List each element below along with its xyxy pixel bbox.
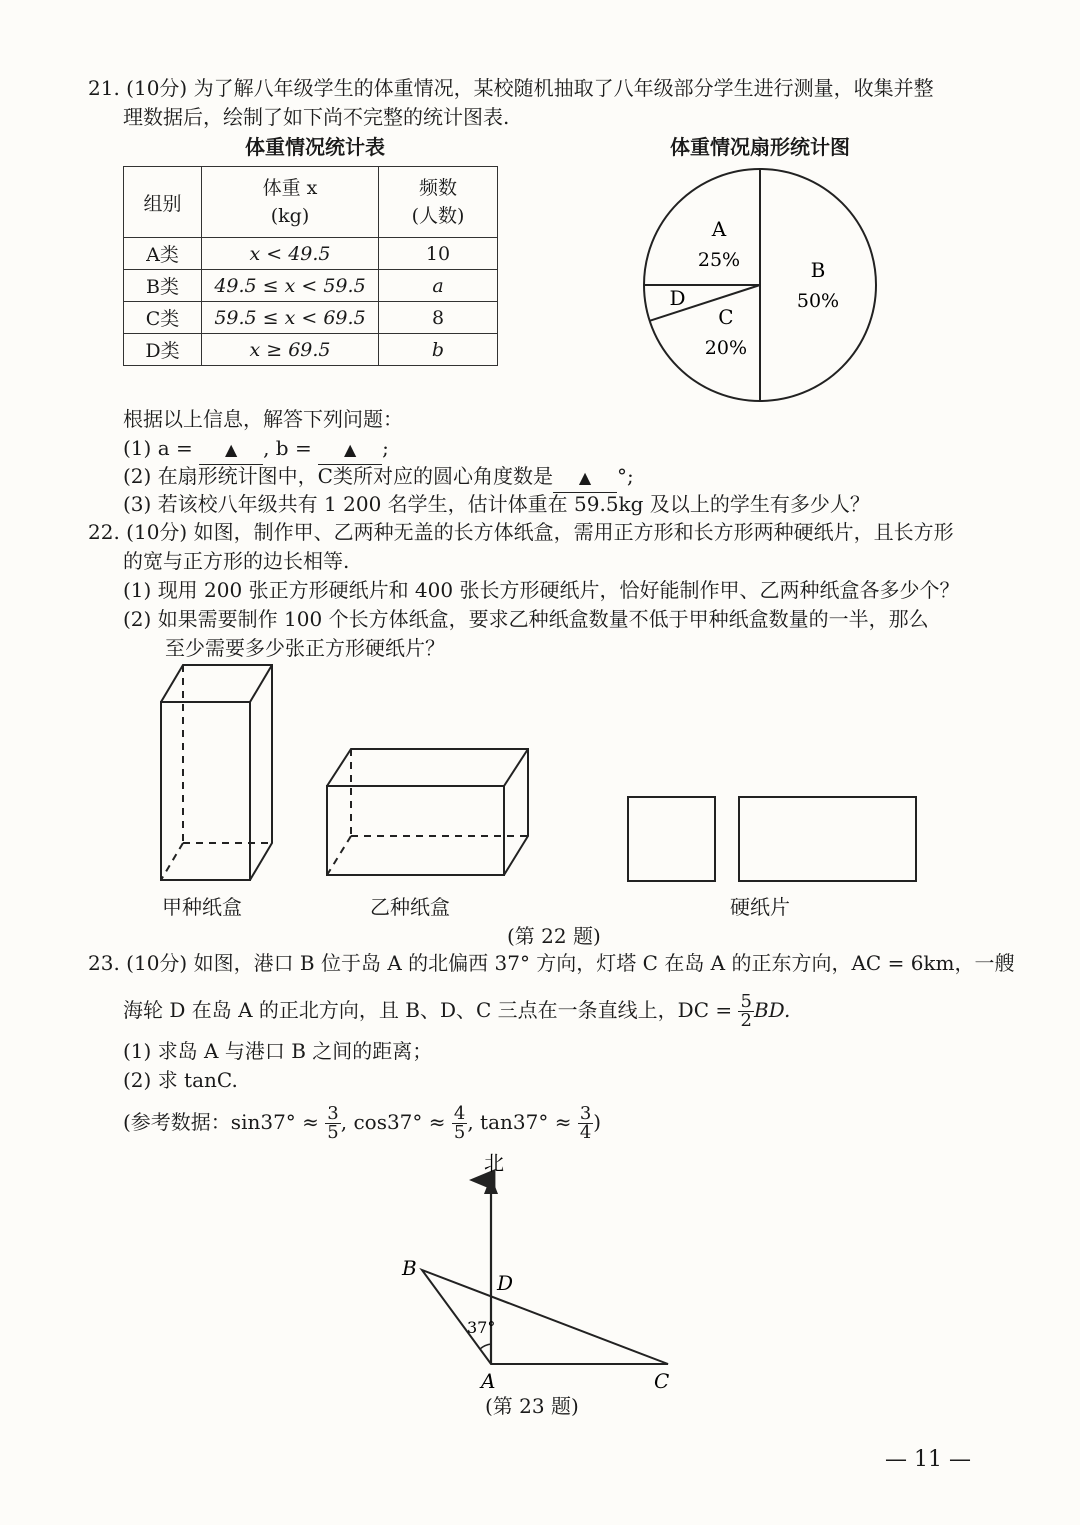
header-weight-label: 体重 x: [262, 177, 318, 199]
header-group: 组别: [124, 167, 202, 238]
q21-part2: [123, 462, 634, 493]
pie-label-d: D: [669, 286, 686, 311]
point-b-label: B: [402, 1256, 417, 1280]
box-a-label: 甲种纸盒: [162, 895, 242, 919]
north-arrow-icon: [484, 1176, 498, 1194]
table-title: 体重情况统计表: [245, 135, 385, 159]
angle-label: 37°: [467, 1318, 496, 1337]
row-group: C类: [124, 302, 202, 334]
ref-sin-frac: [325, 1105, 340, 1142]
box-b-drawing: [327, 749, 528, 875]
pie-slice-boundary-d: [650, 285, 760, 321]
chart-title: 体重情况扇形统计图: [670, 135, 850, 159]
row-group: A类: [124, 238, 202, 270]
answer-blank-b: ▲: [318, 436, 382, 465]
row-freq: 8: [379, 302, 498, 334]
header-weight: [202, 167, 379, 238]
q22-part2b: 至少需要多少张正方形硬纸片？: [165, 636, 445, 660]
box-b-label: 乙种纸盒: [370, 895, 450, 919]
box-a-hidden-edges: [161, 665, 272, 880]
ref-tan: , tan37° ≈: [467, 1110, 572, 1134]
row-group: B类: [124, 270, 202, 302]
box-a-top-edge: [250, 665, 272, 702]
q23-part1: (1) 求岛 A 与港口 B 之间的距离；: [123, 1039, 433, 1063]
row-range: 59.5 ≤ x < 69.5: [202, 302, 379, 334]
table-row: [124, 270, 498, 302]
pie-percent-c: 20%: [704, 336, 748, 359]
row-freq: b: [379, 334, 498, 366]
q22-caption: (第 22 题): [507, 924, 601, 948]
triangle-abc: [422, 1270, 668, 1364]
pie-label-a: A: [711, 216, 727, 241]
box-a-front-face: [161, 702, 250, 880]
row-range: 49.5 ≤ x < 59.5: [202, 270, 379, 302]
header-weight-unit: (kg): [270, 205, 310, 227]
q22-line1: 22. (10分) 如图，制作甲、乙两种无盖的长方体纸盒，需用正方形和长方形两种硬纸片，且长方形: [88, 520, 954, 544]
q21-part2-end: °;: [617, 464, 634, 488]
table-row: [124, 302, 498, 334]
q21-part1-prefix: (1) a =: [123, 436, 193, 460]
ref-end: ): [593, 1110, 602, 1134]
answer-blank-a: ▲: [199, 436, 263, 465]
point-a-label: A: [481, 1369, 496, 1393]
header-freq-label: 频数: [418, 177, 457, 199]
ref-tan-frac: [578, 1105, 593, 1142]
cards-label: 硬纸片: [730, 895, 790, 919]
header-freq-unit: (人数): [411, 205, 465, 227]
q22-line2: 的宽与正方形的边长相等.: [123, 549, 350, 573]
cos-den: 5: [453, 1122, 466, 1143]
row-freq: a: [379, 270, 498, 302]
ref-cos: , cos37° ≈: [340, 1110, 446, 1134]
frac-num: 5: [740, 991, 752, 1012]
tan-den: 4: [579, 1122, 592, 1143]
ref-prefix: (参考数据：sin37° ≈: [123, 1110, 319, 1134]
box-b-hidden-edges: [327, 749, 528, 875]
q21-intro-line2: 理数据后，绘制了如下尚不完整的统计图表.: [123, 105, 510, 129]
box-a-drawing: [161, 665, 272, 880]
header-freq: [379, 167, 498, 238]
q21-part1-mid: , b =: [263, 436, 312, 460]
pie-percent-b: 50%: [796, 290, 840, 312]
q23-reference: [123, 1100, 601, 1144]
sin-num: 3: [327, 1103, 339, 1124]
row-freq: 10: [379, 238, 498, 270]
q21-part3: (3) 若该校八年级共有 1 200 名学生，估计体重在 59.5kg 及以上的学生有多少人？: [123, 492, 870, 516]
box-b-front-face: [327, 786, 504, 875]
q23-line1: 23. (10分) 如图，港口 B 位于岛 A 的北偏西 37° 方向，灯塔 C 在岛 A 的正东方向，AC = 6km，一艘: [88, 951, 1015, 975]
pie-label-b: B: [810, 258, 826, 282]
q21-intro-line1: 21. (10分) 为了解八年级学生的体重情况，某校随机抽取了八年级部分学生进行测量，收集并整: [88, 76, 934, 100]
ref-cos-frac: [452, 1105, 467, 1142]
pie-percent-a: 25%: [697, 248, 741, 271]
answer-blank-angle: ▲: [553, 464, 617, 493]
row-range: x ≥ 69.5: [202, 334, 379, 366]
row-group: D类: [124, 334, 202, 366]
q22-part1: (1) 现用 200 张正方形硬纸片和 400 张长方形硬纸片，恰好能制作甲、乙两种纸盒各多少个？: [123, 578, 960, 602]
table-row: [124, 334, 498, 366]
weight-table: [123, 166, 498, 366]
box-b-top-edge: [504, 749, 528, 786]
rectangle-card: [739, 797, 916, 881]
q23-part2: (2) 求 tanC.: [123, 1068, 238, 1092]
cos-num: 4: [453, 1103, 466, 1124]
angle-arc: [480, 1344, 491, 1349]
q23-line2-suffix: BD.: [753, 998, 791, 1022]
fraction-dc-bd: [738, 993, 753, 1030]
tan-num: 3: [579, 1103, 592, 1124]
page-number: — 11 —: [885, 1447, 971, 1472]
q21-part2-text: (2) 在扇形统计图中，C类所对应的圆心角度数是: [123, 464, 553, 488]
q23-caption: (第 23 题): [485, 1394, 579, 1418]
box-a-back-edges: [161, 665, 272, 880]
square-card: [628, 797, 715, 881]
q23-line2: [123, 990, 790, 1030]
north-label: 北: [484, 1151, 504, 1175]
pie-label-c: C: [718, 304, 734, 329]
point-d-label: D: [497, 1271, 514, 1295]
pie-chart: [630, 155, 890, 415]
q21-part1: [123, 434, 389, 465]
q21-part1-end: ;: [382, 436, 389, 460]
box-b-back-edges: [327, 749, 528, 875]
frac-den: 2: [740, 1010, 752, 1031]
row-range: x < 49.5: [202, 238, 379, 270]
sin-den: 5: [327, 1122, 339, 1143]
table-row: [124, 238, 498, 270]
q23-line2-prefix: 海轮 D 在岛 A 的正北方向，且 B、D、C 三点在一条直线上，DC =: [123, 998, 733, 1022]
q22-part2a: (2) 如果需要制作 100 个长方体纸盒，要求乙种纸盒数量不低于甲种纸盒数量的一半，那么: [123, 607, 929, 631]
point-c-label: C: [654, 1369, 670, 1393]
q21-lead: 根据以上信息，解答下列问题：: [123, 407, 403, 431]
q22-figure: [0, 660, 1080, 900]
